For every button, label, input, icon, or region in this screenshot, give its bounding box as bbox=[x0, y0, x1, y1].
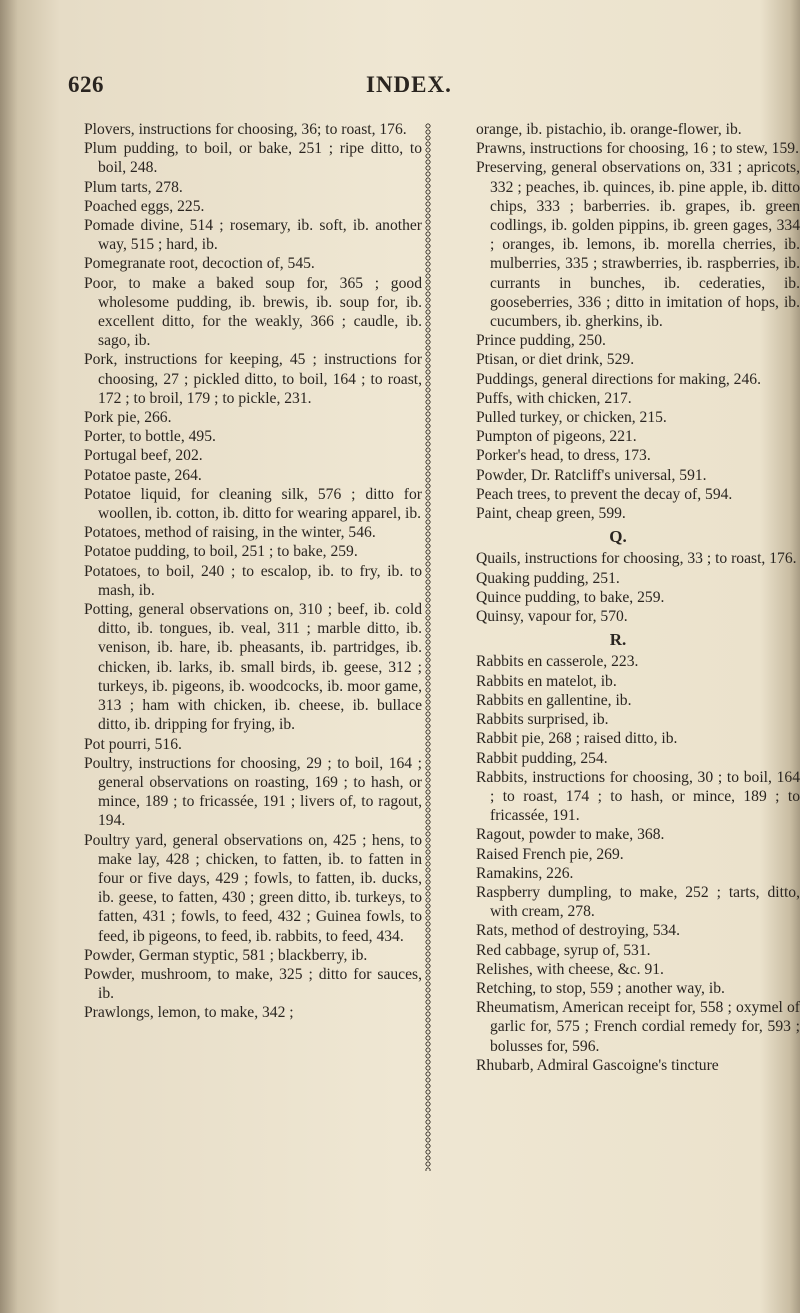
index-entry: Ptisan, or diet drink, 529. bbox=[476, 351, 635, 369]
index-entry: Potatoe paste, 264. bbox=[84, 466, 202, 484]
index-entry: Prawns, instructions for choosing, 16 ; to stew, 159. bbox=[476, 140, 799, 158]
index-entry: Pulled turkey, or chicken, 215. bbox=[476, 409, 667, 427]
column-divider-rule bbox=[423, 123, 433, 1171]
index-entry: Peach trees, to prevent the decay of, 594. bbox=[476, 485, 733, 503]
index-entry: Pomegranate root, decoction of, 545. bbox=[84, 255, 315, 273]
index-entry: Plovers, instructions for choosing, 36; to roast, 176. bbox=[84, 121, 407, 138]
index-entry: Pork pie, 266. bbox=[84, 409, 172, 427]
index-entry: Powder, German styptic, 581 ; blackberry, ib. bbox=[84, 946, 368, 964]
index-entry: Puddings, general directions for making, 246. bbox=[476, 370, 761, 388]
index-entry: Rabbits en matelot, ib. bbox=[476, 672, 617, 690]
index-entry: Rheumatism, American receipt for, 558 ; oxymel of garlic for, 575 ; French cordial remedy for, 593 ; bolusses for, 596. bbox=[476, 999, 800, 1055]
index-entry: Poultry, instructions for choosing, 29 ; to boil, 164 ; general observations on roasting, 169 ; to hash, or mince, 189 ; to fricassée, 191 ; livers of, to ragout, 194. bbox=[84, 754, 422, 830]
page-number: 626 bbox=[68, 72, 104, 97]
index-entry: Pumpton of pigeons, 221. bbox=[476, 428, 637, 446]
section-letter-q: Q. bbox=[609, 527, 627, 547]
index-entry: Pot pourri, 516. bbox=[84, 735, 182, 753]
index-entry: Quails, instructions for choosing, 33 ; to roast, 176. bbox=[476, 550, 797, 568]
index-entry: Paint, cheap green, 599. bbox=[476, 505, 626, 523]
index-group-p bbox=[476, 120, 800, 523]
index-entry: Ramakins, 226. bbox=[476, 864, 574, 882]
index-entry: Rabbits surprised, ib. bbox=[476, 711, 609, 729]
index-entry: Puffs, with chicken, 217. bbox=[476, 389, 632, 407]
index-group-q bbox=[476, 549, 800, 626]
index-entry: Pork, instructions for keeping, 45 ; instructions for choosing, 27 ; pickled ditto, to boil, 164 ; to roast, 172 ; to broil, 179 ; to pickle, 231. bbox=[84, 351, 422, 407]
index-entry: Pomade divine, 514 ; rosemary, ib. soft, ib. another way, 515 ; hard, ib. bbox=[84, 217, 422, 254]
index-entry: Plum tarts, 278. bbox=[84, 178, 183, 196]
index-entry: Powder, mushroom, to make, 325 ; ditto for sauces, ib. bbox=[84, 965, 422, 1003]
running-head: INDEX. bbox=[366, 72, 452, 97]
index-entry: Ragout, powder to make, 368. bbox=[476, 826, 665, 844]
index-entry: Rats, method of destroying, 534. bbox=[476, 922, 680, 940]
index-entry: Porter, to bottle, 495. bbox=[84, 428, 216, 446]
index-entry: Rhubarb, Admiral Gascoigne's tincture bbox=[476, 1056, 719, 1074]
index-entry: Plum pudding, to boil, or bake, 251 ; ripe ditto, to boil, 248. bbox=[84, 140, 422, 177]
index-entry: Potatoe liquid, for cleaning silk, 576 ; ditto for woollen, ib. cotton, ib. ditto for wearing apparel, ib. bbox=[84, 485, 422, 523]
section-letter-r: R. bbox=[609, 630, 627, 650]
index-entry: Prawlongs, lemon, to make, 342 ; bbox=[84, 1004, 294, 1022]
index-entry: Potting, general observations on, 310 ; beef, ib. cold ditto, ib. tongues, ib. veal, 311 ; marble ditto, ib. venison, ib. hare, ib. pheasants, ib. partridges, ib. chicken, ib. larks, ib. small birds, ib. geese, 312 ; turkeys, ib. pigeons, ib. woodcocks, ib. moor game, 313 ; ham with chicken, ib. cheese, ib. bullace ditto, ib. dripping for frying, ib. bbox=[84, 601, 422, 734]
index-entry: Potatoes, method of raising, in the winter, 546. bbox=[84, 524, 376, 542]
index-entry: Powder, Dr. Ratcliff's universal, 591. bbox=[476, 466, 707, 484]
index-entry: Potatoe pudding, to boil, 251 ; to bake, 259. bbox=[84, 543, 358, 561]
index-column-right bbox=[476, 120, 800, 1075]
index-entry: Retching, to stop, 559 ; another way, ib. bbox=[476, 979, 725, 997]
index-entry: Portugal beef, 202. bbox=[84, 447, 203, 465]
index-entry: Raspberry dumpling, to make, 252 ; tarts, ditto, with cream, 278. bbox=[476, 883, 800, 921]
index-entry: Relishes, with cheese, &c. 91. bbox=[476, 960, 664, 978]
index-entry: Rabbits en gallentine, ib. bbox=[476, 691, 632, 709]
index-entry: Rabbits en casserole, 223. bbox=[476, 653, 639, 671]
index-entry: Red cabbage, syrup of, 531. bbox=[476, 941, 651, 959]
index-entry: Raised French pie, 269. bbox=[476, 845, 624, 863]
index-entry: Preserving, general observations on, 331 ; apricots, 332 ; peaches, ib. quinces, ib. pine apple, ib. ditto chips, 333 ; barberries. ib. grapes, ib. green codlings, ib. golden pippins, ib. green gages, 334 ; oranges, ib. lemons, ib. morella cherries, ib. mulberries, 335 ; strawberries, ib. raspberries, ib. currants in bunches, ib. cederaties, ib. gooseberries, 336 ; ditto in imitation of hops, ib. cucumbers, ib. gherkins, ib. bbox=[476, 159, 800, 331]
index-group-r bbox=[476, 652, 800, 1074]
index-entry: Potatoes, to boil, 240 ; to escalop, ib. to fry, ib. to mash, ib. bbox=[84, 562, 422, 599]
index-entry: Quaking pudding, 251. bbox=[476, 569, 620, 587]
index-entry: Quinsy, vapour for, 570. bbox=[476, 608, 628, 626]
index-entry: Porker's head, to dress, 173. bbox=[476, 447, 651, 465]
index-entry: Poached eggs, 225. bbox=[84, 197, 205, 215]
index-entry: Quince pudding, to bake, 259. bbox=[476, 588, 665, 606]
index-entry: orange, ib. pistachio, ib. orange-flower, ib. bbox=[476, 121, 742, 138]
index-entry: Poor, to make a baked soup for, 365 ; good wholesome pudding, ib. brewis, ib. soup for, ib. excellent ditto, for the weakly, 366 ; caudle, ib. sago, ib. bbox=[84, 274, 422, 350]
index-entry: Rabbit pudding, 254. bbox=[476, 749, 608, 767]
index-entry: Prince pudding, 250. bbox=[476, 332, 606, 350]
index-column-left bbox=[84, 120, 422, 1023]
index-entry: Rabbits, instructions for choosing, 30 ; to boil, 164 ; to roast, 174 ; to hash, or mince, 189 ; to fricassée, 191. bbox=[476, 768, 800, 825]
page-header bbox=[0, 60, 800, 106]
index-entry: Poultry yard, general observations on, 425 ; hens, to make lay, 428 ; chicken, to fatten, ib. to fatten in four or five days, 429 ; fowls, to fatten, ib. ducks, ib. geese, to fatten, 430 ; green ditto, ib. turkeys, to fatten, 431 ; fowls, to feed, 432 ; Guinea fowls, to feed, ib pigeons, to feed, ib. rabbits, to feed, 434. bbox=[84, 831, 422, 945]
index-entry: Rabbit pie, 268 ; raised ditto, ib. bbox=[476, 730, 678, 748]
